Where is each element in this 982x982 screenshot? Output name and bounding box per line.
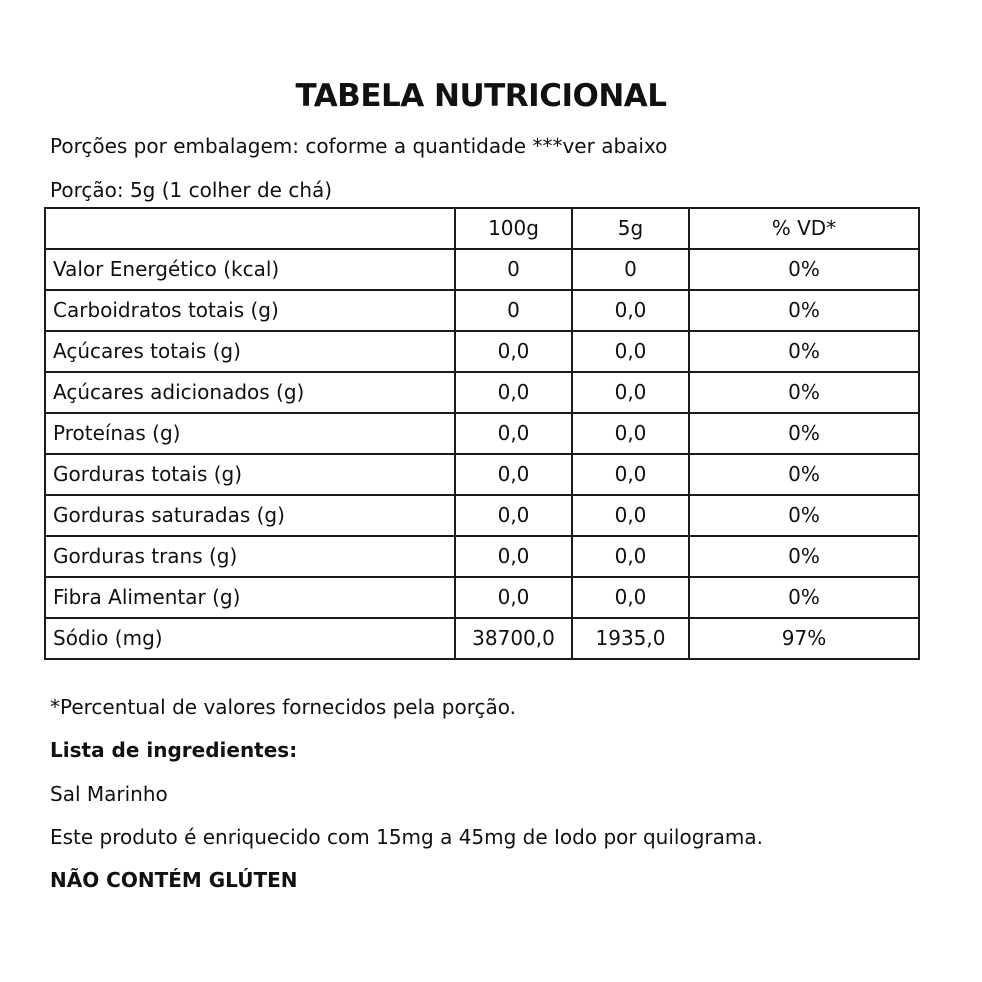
table-row <box>45 618 919 659</box>
value-5g: 0,0 <box>572 454 689 495</box>
vd-footnote: *Percentual de valores fornecidos pela porção. <box>50 695 516 719</box>
value-100g: 0,0 <box>455 413 572 454</box>
table-row <box>45 290 919 331</box>
nutrient-name: Fibra Alimentar (g) <box>45 577 455 618</box>
table-row <box>45 372 919 413</box>
value-100g: 0,0 <box>455 495 572 536</box>
value-5g: 1935,0 <box>572 618 689 659</box>
value-100g: 0,0 <box>455 577 572 618</box>
value-vd: 97% <box>689 618 919 659</box>
nutrient-name: Açúcares totais (g) <box>45 331 455 372</box>
servings-per-package: Porções por embalagem: coforme a quantidade ***ver abaixo <box>50 134 668 158</box>
table-header-row <box>45 208 919 249</box>
value-5g: 0,0 <box>572 495 689 536</box>
value-vd: 0% <box>689 413 919 454</box>
value-vd: 0% <box>689 331 919 372</box>
table-row <box>45 495 919 536</box>
value-100g: 0,0 <box>455 454 572 495</box>
value-100g: 0 <box>455 249 572 290</box>
nutrient-name: Gorduras trans (g) <box>45 536 455 577</box>
value-vd: 0% <box>689 454 919 495</box>
ingredients-heading: Lista de ingredientes: <box>50 738 298 762</box>
nutrient-name: Gorduras totais (g) <box>45 454 455 495</box>
nutrient-name: Açúcares adicionados (g) <box>45 372 455 413</box>
value-vd: 0% <box>689 495 919 536</box>
header-cell-vd: % VD* <box>689 208 919 249</box>
value-vd: 0% <box>689 536 919 577</box>
value-100g: 0,0 <box>455 372 572 413</box>
table-row <box>45 413 919 454</box>
value-vd: 0% <box>689 290 919 331</box>
table-row <box>45 454 919 495</box>
value-5g: 0,0 <box>572 536 689 577</box>
value-100g: 0,0 <box>455 331 572 372</box>
gluten-note: NÃO CONTÉM GLÚTEN <box>50 868 298 892</box>
value-vd: 0% <box>689 249 919 290</box>
serving-size: Porção: 5g (1 colher de chá) <box>50 178 333 202</box>
header-cell-nutrient <box>45 208 455 249</box>
header-cell-100g: 100g <box>455 208 572 249</box>
table-row <box>45 577 919 618</box>
value-5g: 0,0 <box>572 331 689 372</box>
nutrient-name: Proteínas (g) <box>45 413 455 454</box>
value-5g: 0 <box>572 249 689 290</box>
value-5g: 0,0 <box>572 290 689 331</box>
table-row <box>45 536 919 577</box>
page-title: TABELA NUTRICIONAL <box>295 78 667 114</box>
table-row <box>45 331 919 372</box>
nutrient-name: Carboidratos totais (g) <box>45 290 455 331</box>
value-5g: 0,0 <box>572 372 689 413</box>
table-row <box>45 249 919 290</box>
value-vd: 0% <box>689 372 919 413</box>
value-100g: 0 <box>455 290 572 331</box>
nutrient-name: Valor Energético (kcal) <box>45 249 455 290</box>
value-100g: 0,0 <box>455 536 572 577</box>
header-cell-5g: 5g <box>572 208 689 249</box>
value-vd: 0% <box>689 577 919 618</box>
ingredients-list: Sal Marinho <box>50 782 168 806</box>
value-5g: 0,0 <box>572 577 689 618</box>
nutrition-table <box>44 207 920 660</box>
nutrient-name: Gorduras saturadas (g) <box>45 495 455 536</box>
nutrient-name: Sódio (mg) <box>45 618 455 659</box>
iodine-note: Este produto é enriquecido com 15mg a 45mg de Iodo por quilograma. <box>50 825 763 849</box>
value-5g: 0,0 <box>572 413 689 454</box>
value-100g: 38700,0 <box>455 618 572 659</box>
